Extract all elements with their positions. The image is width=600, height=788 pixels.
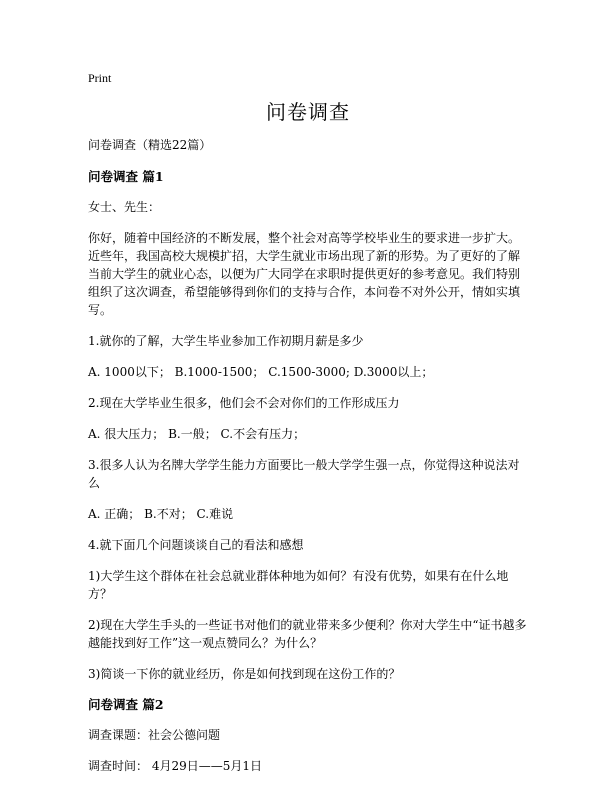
question-4-sub-1: 1)大学生这个群体在社会总就业群体种地为如何？有没有优势，如果有在什么地方？ [88, 569, 509, 601]
print-link[interactable]: Print [88, 71, 112, 85]
question-4: 4.就下面几个问题谈谈自己的看法和感想 [88, 538, 304, 552]
question-1-options: A. 1000以下； B.1000-1500； C.1500-3000; D.3000以上； [88, 365, 434, 379]
question-1: 1.就你的了解，大学生毕业参加工作初期月薪是多少 [88, 334, 364, 348]
question-3-options: A. 正确； B.不对； C.难说 [88, 507, 234, 521]
question-3: 3.很多人认为名牌大学学生能力方面要比一般大学学生强一点，你觉得这种说法对么 [88, 458, 520, 490]
document-page [88, 70, 528, 788]
survey-time: 调查时间： 4月29日——5月1日 [88, 759, 262, 773]
greeting-paragraph: 女士、先生： [88, 200, 161, 214]
intro-paragraph: 你好，随着中国经济的不断发展，整个社会对高等学校毕业生的要求进一步扩大。近些年，我国高校大规模扩招，大学生就业市场出现了新的形势。为了更好的了解当前大学生的就业心态，以便为广大同学在求职时提供更好的参考意见。我们特别组织了这次调查，希望能够得到你们的支持与合作，本问卷不对外公开，情如实填写。 [88, 231, 521, 317]
survey-topic: 调查课题：社会公德问题 [88, 728, 221, 742]
question-4-sub-2: 2)现在大学生手头的一些证书对他们的就业带来多少便利？你对大学生中“证书越多越能找到好工作”这一观点赞同么？为什么？ [88, 618, 527, 650]
section-2 [88, 696, 528, 775]
question-4-sub-3: 3)简谈一下你的就业经历，你是如何找到现在这份工作的？ [88, 667, 401, 681]
page-title: 问卷调查 [266, 100, 350, 124]
section-1 [88, 168, 528, 683]
document-subtitle: 问卷调查（精选22篇） [88, 138, 212, 152]
question-2: 2.现在大学毕业生很多，他们会不会对你们的工作形成压力 [88, 396, 400, 410]
section-heading: 问卷调查 篇1 [88, 169, 164, 184]
section-heading: 问卷调查 篇2 [88, 697, 164, 712]
question-2-options: A. 很大压力； B.一般； C.不会有压力； [88, 427, 306, 441]
